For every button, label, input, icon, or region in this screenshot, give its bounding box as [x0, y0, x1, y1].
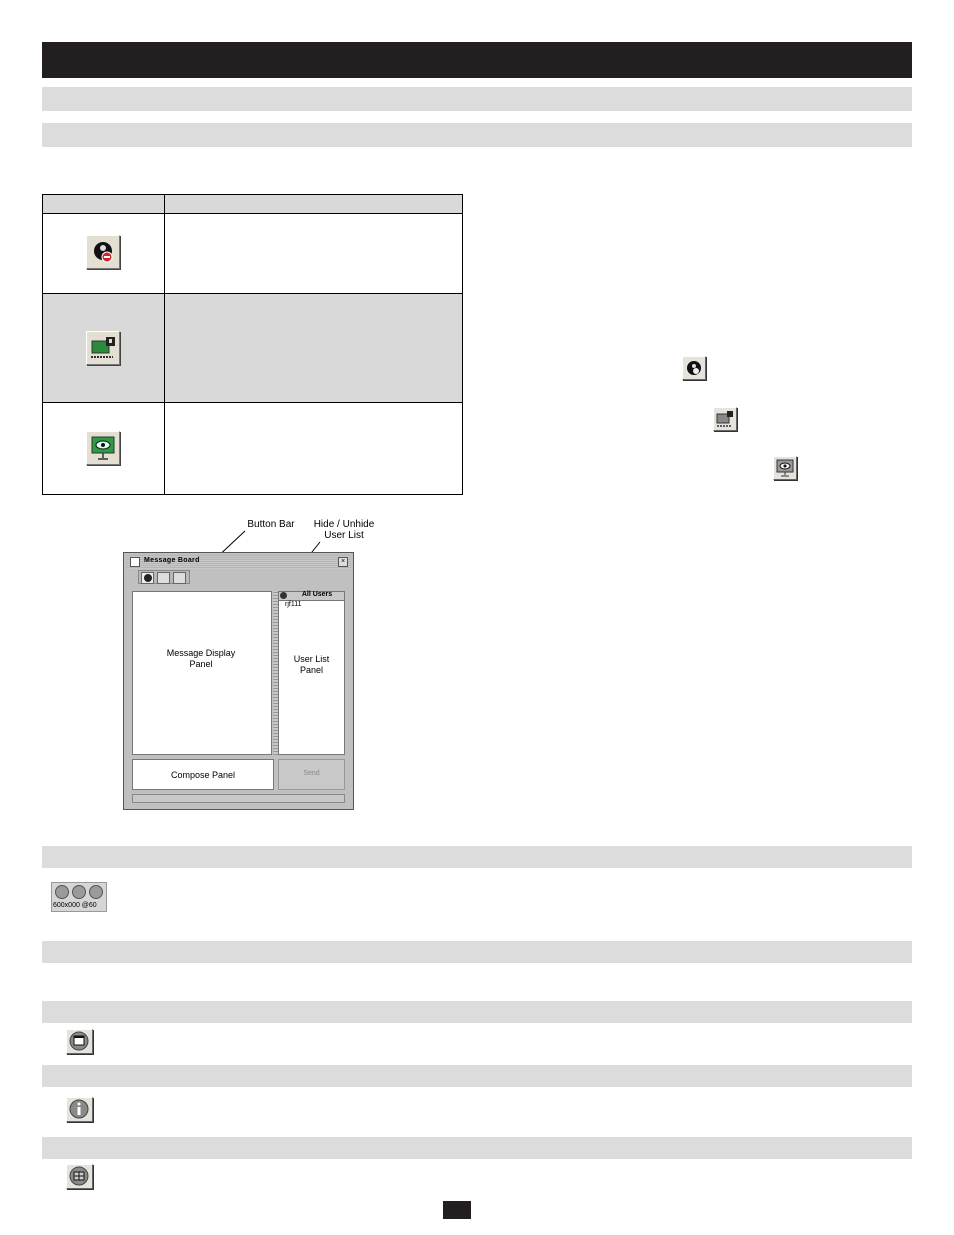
table-row: [43, 293, 462, 402]
section-band-1: [42, 87, 912, 111]
info-round-icon[interactable]: [72, 885, 86, 899]
monitor-lock-icon: [713, 407, 737, 431]
section-band-4: [42, 941, 912, 963]
window-title: Message Board: [144, 557, 200, 564]
info-round-icon[interactable]: [89, 885, 103, 899]
user-list-label: User List: [293, 654, 330, 664]
header-bar: [42, 42, 912, 78]
button-bar-callout: Button Bar: [247, 519, 295, 530]
message-display-label: Message Display: [166, 648, 236, 658]
section-band-7: [42, 1137, 912, 1159]
hide-unhide-callout-line2: User List: [324, 530, 364, 541]
message-display-label-line2: Panel: [189, 659, 213, 669]
table-header: [43, 195, 462, 214]
user-list-panel[interactable]: [278, 591, 345, 755]
all-users-row[interactable]: [279, 592, 344, 601]
send-button[interactable]: [278, 759, 345, 790]
user-list-label-line2: Panel: [299, 665, 324, 675]
table-row: [43, 402, 462, 495]
compose-panel[interactable]: [132, 759, 274, 790]
window-title-bar: [126, 555, 351, 569]
status-strip: [51, 882, 107, 912]
monitor-lock-button[interactable]: [157, 572, 170, 584]
all-users-label: All Users: [301, 591, 333, 598]
monitor-lock-icon: [86, 331, 120, 365]
message-display-panel[interactable]: [132, 591, 272, 755]
window-toggle-icon: [66, 1029, 93, 1054]
message-board-window: [123, 552, 354, 810]
user-group-icon: [280, 592, 287, 599]
monitor-view-icon: [86, 431, 120, 465]
page-number-box: [443, 1201, 471, 1219]
window-menu-icon[interactable]: [130, 557, 140, 567]
monitor-view-icon: [773, 456, 797, 480]
hide-unhide-callout: Hide / Unhide: [313, 519, 375, 530]
section-band-6: [42, 1065, 912, 1087]
exclude-user-icon: [86, 235, 120, 269]
monitor-view-button[interactable]: [173, 572, 186, 584]
info-icon: [66, 1097, 93, 1122]
section-band-3: [42, 846, 912, 868]
info-round-icon[interactable]: [55, 885, 69, 899]
table-divider: [164, 195, 165, 494]
button-bar: [138, 570, 190, 584]
video-settings-icon: [66, 1164, 93, 1189]
send-button-label: Send: [303, 770, 320, 777]
table-row: [43, 214, 462, 293]
exclude-user-icon: [682, 356, 706, 380]
section-band-2: [42, 123, 912, 147]
user-entry[interactable]: rjf111: [285, 601, 302, 608]
compose-panel-label: Compose Panel: [170, 770, 236, 780]
status-bar: [132, 794, 345, 803]
close-icon[interactable]: ×: [338, 557, 348, 567]
exclude-user-button[interactable]: [141, 572, 154, 584]
icon-table: [42, 194, 463, 495]
resolution-readout: 600x000 @60: [53, 902, 97, 909]
section-band-5: [42, 1001, 912, 1023]
